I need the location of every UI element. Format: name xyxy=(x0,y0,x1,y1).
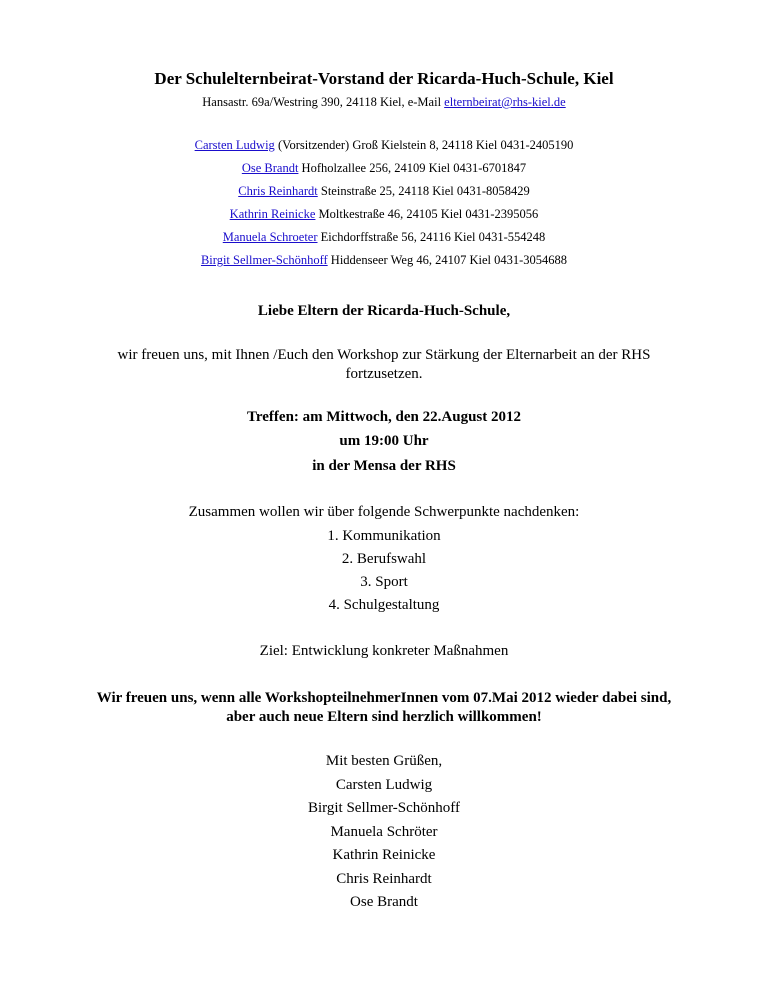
board-member-details: Eichdorffstraße 56, 24116 Kiel 0431-554248 xyxy=(317,230,546,244)
board-member xyxy=(0,161,768,176)
signature-name: Manuela Schröter xyxy=(330,824,438,840)
topic-item: 2. Berufswahl xyxy=(341,551,427,567)
signature-name: Chris Reinhardt xyxy=(336,871,432,887)
signature-name: Ose Brandt xyxy=(350,894,418,910)
topics-intro: Zusammen wollen wir über folgende Schwerpunkte nachdenken: xyxy=(188,504,580,520)
closing-text: Wir freuen uns, wenn alle WorkshopteilnehmerInnen vom 07.Mai 2012 wieder dabei sind, xyxy=(96,690,672,706)
salutation: Liebe Eltern der Ricarda-Huch-Schule, xyxy=(257,303,511,319)
meeting-date: Treffen: am Mittwoch, den 22.August 2012 xyxy=(246,409,521,425)
meeting-location: in der Mensa der RHS xyxy=(312,458,456,474)
topic-item: 3. Sport xyxy=(360,574,408,590)
board-member xyxy=(0,253,768,268)
email-link[interactable]: elternbeirat@rhs-kiel.de xyxy=(444,95,566,109)
board-member-details: Hofholzallee 256, 24109 Kiel 0431-6701847 xyxy=(298,161,527,175)
page-title: Der Schulelternbeirat-Vorstand der Ricarda-Huch-Schule, Kiel xyxy=(154,69,614,88)
signature-name: Birgit Sellmer-Schönhoff xyxy=(307,800,461,816)
goal-text: Ziel: Entwicklung konkreter Maßnahmen xyxy=(259,643,509,659)
school-address xyxy=(0,95,768,110)
intro-text: wir freuen uns, mit Ihnen /Euch den Workshop zur Stärkung der Elternarbeit an der RHS xyxy=(117,347,651,363)
board-member xyxy=(0,138,768,153)
board-member-details: Hiddenseer Weg 46, 24107 Kiel 0431-3054688 xyxy=(327,253,568,267)
board-member-link[interactable]: Carsten Ludwig xyxy=(194,138,275,152)
board-member-details: (Vorsitzender) Groß Kielstein 8, 24118 Kiel 0431-2405190 xyxy=(274,138,574,152)
board-member xyxy=(0,230,768,245)
board-member-details: Moltkestraße 46, 24105 Kiel 0431-2395056 xyxy=(315,207,539,221)
board-member-link[interactable]: Chris Reinhardt xyxy=(238,184,318,198)
signature-name: Carsten Ludwig xyxy=(335,777,433,793)
greeting: Mit besten Grüßen, xyxy=(325,753,443,769)
board-member xyxy=(0,184,768,199)
board-member-details: Steinstraße 25, 24118 Kiel 0431-8058429 xyxy=(317,184,530,198)
address-text: Hansastr. 69a/Westring 390, 24118 Kiel, e-Mail xyxy=(202,95,445,109)
board-member xyxy=(0,207,768,222)
signature-name: Kathrin Reinicke xyxy=(332,847,436,863)
closing-text: aber auch neue Eltern sind herzlich willkommen! xyxy=(226,709,542,725)
topic-item: 4. Schulgestaltung xyxy=(328,597,440,613)
board-member-link[interactable]: Manuela Schroeter xyxy=(222,230,318,244)
topic-item: 1. Kommunikation xyxy=(327,528,441,544)
board-member-link[interactable]: Birgit Sellmer-Schönhoff xyxy=(200,253,328,267)
board-member-link[interactable]: Ose Brandt xyxy=(241,161,299,175)
intro-text: fortzusetzen. xyxy=(345,366,423,382)
meeting-time: um 19:00 Uhr xyxy=(339,433,429,449)
board-member-link[interactable]: Kathrin Reinicke xyxy=(229,207,316,221)
